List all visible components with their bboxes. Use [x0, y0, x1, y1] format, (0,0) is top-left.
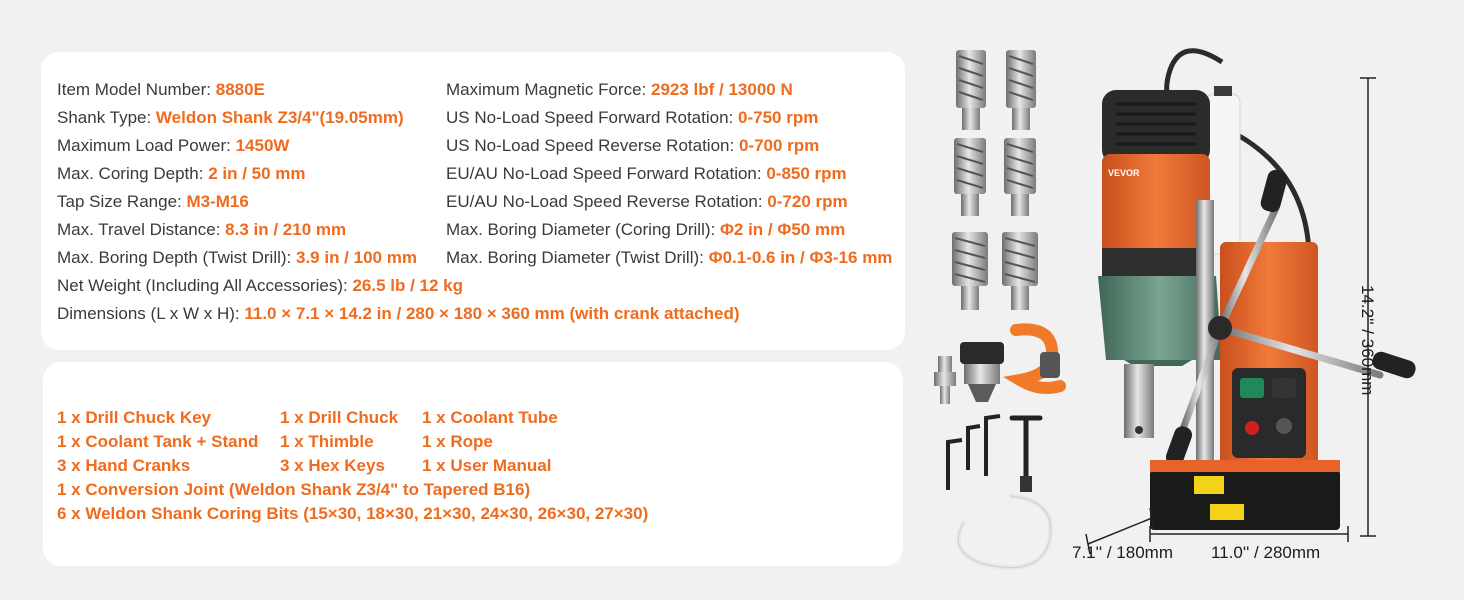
spec-row-eu-forward-speed: EU/AU No-Load Speed Forward Rotation: 0-850 rpm [446, 164, 847, 183]
coolant-tube-icon [958, 496, 1050, 568]
package-item: 1 x Thimble [280, 432, 374, 451]
package-row [57, 502, 648, 526]
package-item: 1 x User Manual [422, 456, 552, 475]
chuck-key-icon [1012, 418, 1040, 492]
package-item: 3 x Hex Keys [280, 456, 385, 475]
spec-row-travel-distance: Max. Travel Distance: 8.3 in / 210 mm [57, 220, 347, 239]
package-contents-card [43, 362, 903, 566]
package-row [57, 406, 648, 430]
spec-row-coring-depth: Max. Coring Depth: 2 in / 50 mm [57, 164, 306, 183]
spec-row-twist-diameter: Max. Boring Diameter (Twist Drill): Φ0.1-0.6 in / Φ3-16 mm [446, 248, 893, 267]
spec-row-coring-diameter: Max. Boring Diameter (Coring Drill): Φ2 in / Φ50 mm [446, 220, 846, 239]
package-item: 1 x Rope [422, 432, 493, 451]
spec-row-us-reverse-speed: US No-Load Speed Reverse Rotation: 0-700 rpm [446, 136, 820, 155]
package-item: 3 x Hand Cranks [57, 456, 191, 475]
spec-row-eu-reverse-speed: EU/AU No-Load Speed Reverse Rotation: 0-720 rpm [446, 192, 848, 211]
spec-row-us-forward-speed: US No-Load Speed Forward Rotation: 0-750 rpm [446, 108, 819, 127]
spec-row-tap-size: Tap Size Range: M3-M16 [57, 192, 249, 211]
spec-row-dimensions: Dimensions (L x W x H): 11.0 × 7.1 × 14.2 in / 280 × 180 × 360 mm (with crank attached) [57, 304, 740, 323]
package-item: 1 x Coolant Tank + Stand [57, 432, 259, 451]
specifications-card [41, 52, 905, 350]
coring-bits-icon [952, 50, 1038, 310]
package-row [57, 478, 648, 502]
package-list [57, 406, 648, 526]
spec-row-load-power: Maximum Load Power: 1450W [57, 136, 290, 155]
package-item: 1 x Conversion Joint (Weldon Shank Z3/4" to Tapered B16) [57, 480, 531, 499]
brand-logo: VEVOR [1108, 168, 1140, 178]
product-illustration [920, 30, 1464, 570]
package-item: 1 x Coolant Tube [422, 408, 558, 427]
package-row [57, 430, 648, 454]
package-item: 1 x Drill Chuck [280, 408, 399, 427]
hex-keys-icon [948, 416, 1000, 490]
drill-chuck-icon [960, 342, 1004, 402]
dimension-height-label: 14.2'' / 360mm [1358, 285, 1377, 396]
specs-right-column [446, 76, 892, 272]
spec-row-boring-depth: Max. Boring Depth (Twist Drill): 3.9 in / 100 mm [57, 248, 417, 267]
package-item: 1 x Drill Chuck Key [57, 408, 212, 427]
spec-row-model: Item Model Number: 8880E [57, 80, 265, 99]
spec-row-magnetic-force: Maximum Magnetic Force: 2923 lbf / 13000 N [446, 80, 793, 99]
rope-icon [1016, 329, 1060, 388]
package-row [57, 454, 648, 478]
dimension-width-label: 11.0'' / 280mm [1211, 543, 1321, 562]
dimension-depth-label: 7.1'' / 180mm [1072, 543, 1173, 562]
package-item: 6 x Weldon Shank Coring Bits (15×30, 18×30, 21×30, 24×30, 26×30, 27×30) [57, 504, 649, 523]
spec-row-shank-type: Shank Type: Weldon Shank Z3/4"(19.05mm) [57, 108, 404, 127]
conversion-joint-icon [934, 356, 956, 404]
spec-row-net-weight: Net Weight (Including All Accessories): 26.5 lb / 12 kg [57, 276, 463, 295]
